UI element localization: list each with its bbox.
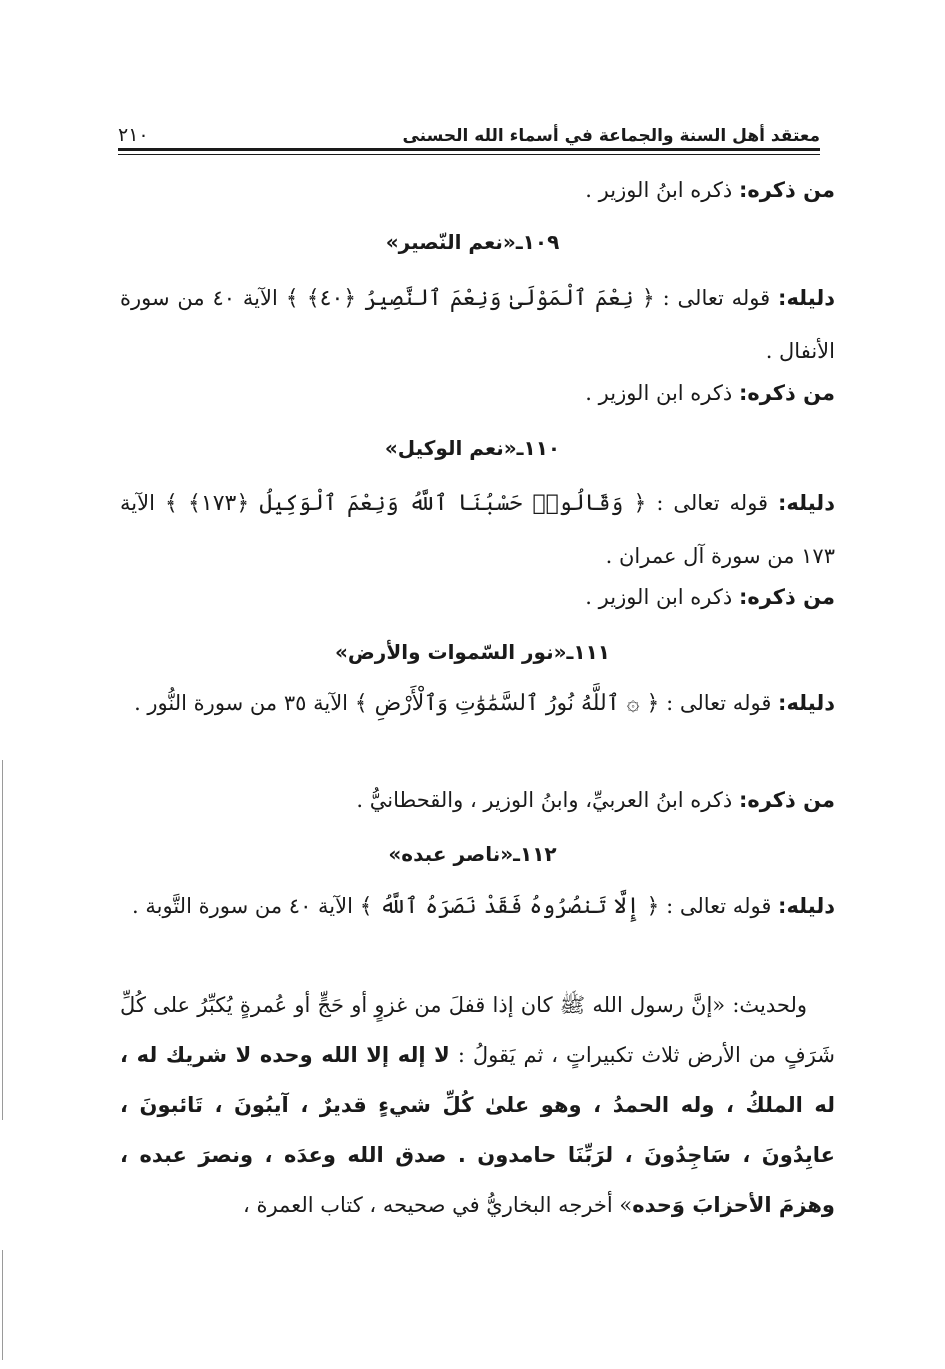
evidence-paragraph xyxy=(120,677,835,730)
mention-line xyxy=(356,790,835,811)
header-rule xyxy=(118,148,820,151)
mention-text: ذكره ابنُ العربيِّ، وابنُ الوزير ، والقحطانيُّ . xyxy=(356,788,733,812)
evidence-surah: سورة آل عمران . xyxy=(605,544,761,568)
mention-line xyxy=(585,383,835,404)
mention-label: من ذكره: xyxy=(738,381,835,405)
entry-heading: ١١٢ـ«ناصر عبده» xyxy=(388,842,557,866)
evidence-surah: النُّور . xyxy=(134,691,187,715)
running-header xyxy=(118,110,820,146)
evidence-ref: الآية ٣٥ من سورة xyxy=(193,691,349,715)
mention-text: ذكره ابن الوزير . xyxy=(585,585,733,609)
hadith-dhikr: لا إله إلا الله وحده لا شريك له ، له الملكُ ، وله الحمدُ ، وهو علىٰ كُلِّ شيءٍ قديرٌ ، آيبُونَ ، تَائبونَ ، عابِدُونَ ، سَاجِدُونَ ، لرَبِّنَا حامدون . صدق الله وعدَه ، ونصرَ عبده ، وهزمَ الأحزابَ وَحده xyxy=(120,1043,835,1217)
evidence-label: دليله: xyxy=(778,691,835,715)
mention-label: من ذكره: xyxy=(738,178,835,202)
quran-verse: ﴿ ۞ ٱللَّهُ نُورُ ٱلسَّمَٰوَٰتِ وَٱلْأَرْضِ ﴾ xyxy=(354,691,660,716)
mention-line xyxy=(585,180,835,201)
page-number: ٢١٠ xyxy=(118,124,149,146)
header-title: معتقد أهل السنة والجماعة في أسماء الله الحسنى xyxy=(402,126,820,146)
entry-heading: ١٠٩ـ«نعم النّصير» xyxy=(385,230,560,254)
mention-text: ذكره ابن الوزير . xyxy=(585,381,733,405)
evidence-paragraph xyxy=(120,272,835,377)
mention-line xyxy=(585,587,835,608)
evidence-lead: قوله تعالى : xyxy=(666,894,772,918)
evidence-paragraph xyxy=(120,880,835,933)
quran-verse: ﴿ إِلَّا تَنصُرُوهُ فَقَدْ نَصَرَهُ ٱللَّهُ ﴾ xyxy=(359,894,660,919)
evidence-ref: الآية ٤٠ من سورة xyxy=(120,286,278,310)
hadith-paragraph xyxy=(120,980,835,1230)
entry-heading: ١١١ـ«نور السّموات والأرض» xyxy=(334,640,610,664)
mention-text: ذكره ابنُ الوزير . xyxy=(585,178,733,202)
entry-heading: ١١٠ـ«نعم الوكيل» xyxy=(384,436,561,460)
header-rule-thin xyxy=(118,154,820,155)
hadith-source: » أخرجه البخاريُّ في صحيحه ، كتاب العمرة ، xyxy=(243,1193,633,1217)
evidence-paragraph xyxy=(120,477,835,582)
scan-edge-mark xyxy=(2,760,3,1120)
evidence-ref: الآية ١٧٣ من xyxy=(120,491,835,568)
mention-label: من ذكره: xyxy=(738,585,835,609)
evidence-label: دليله: xyxy=(778,491,835,515)
evidence-lead: قوله تعالى : xyxy=(656,491,769,515)
evidence-lead: قوله تعالى : xyxy=(666,691,772,715)
evidence-ref: الآية ٤٠ من سورة xyxy=(198,894,353,918)
evidence-label: دليله: xyxy=(778,286,835,310)
hadith-intro: ولحديث: «إنَّ رسول الله ﷺ كان إذا قفلَ من غزوٍ أو حَجٍّ أو عُمرةٍ يُكبِّرُ على كُلِّ شَرَفٍ من الأرض ثلاث تكبيراتٍ ، ثم يَقولُ : xyxy=(120,993,835,1067)
evidence-surah: التَّوبة . xyxy=(132,894,192,918)
quran-verse: ﴿ وَقَالُوا۟ حَسْبُنَا ٱللَّهُ وَنِعْمَ ٱلْوَكِيلُ ﴿١٧٣﴾ ﴾ xyxy=(164,491,647,516)
quran-verse: ﴿ نِعْمَ ٱلْمَوْلَىٰ وَنِعْمَ ٱلنَّصِيرُ ﴿٤٠﴾ ﴾ xyxy=(285,286,655,311)
evidence-label: دليله: xyxy=(778,894,835,918)
evidence-lead: قوله تعالى : xyxy=(662,286,771,310)
scan-edge-mark xyxy=(2,1250,3,1360)
mention-label: من ذكره: xyxy=(738,788,835,812)
evidence-surah: الأنفال . xyxy=(765,339,835,363)
